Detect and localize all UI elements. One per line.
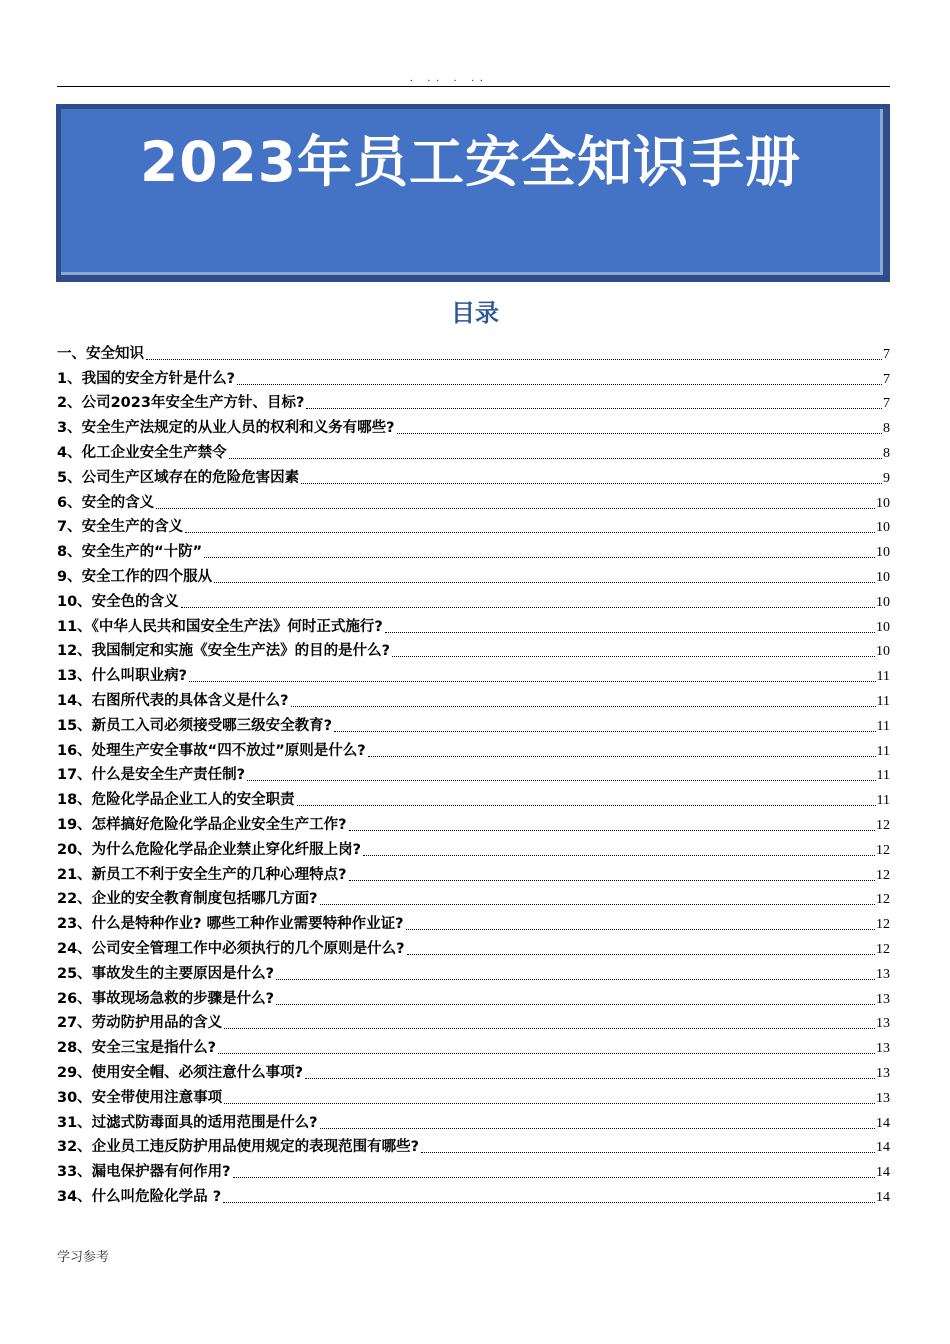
toc-entry-label[interactable]: 一、安全知识 [57, 345, 144, 362]
toc-entry-label[interactable]: 6、安全的含义 [57, 494, 155, 511]
toc-leader-dots [297, 805, 876, 806]
toc-leader-dots [218, 1053, 875, 1054]
toc-entry[interactable] [57, 1059, 890, 1084]
toc-entry-page: 14 [876, 1189, 890, 1205]
header-marks: . .. . .. [410, 72, 489, 84]
toc-entry-page: 11 [876, 669, 890, 685]
toc-entry-page: 12 [876, 817, 890, 833]
toc-leader-dots [407, 954, 875, 955]
toc-entry-page: 11 [876, 768, 890, 784]
toc-entry[interactable] [57, 737, 890, 762]
toc-entry[interactable] [57, 489, 890, 514]
toc-entry-page: 13 [876, 1041, 890, 1057]
toc-leader-dots [224, 1103, 875, 1104]
toc-entry-label[interactable]: 17、什么是安全生产责任制? [57, 767, 246, 784]
toc-entry-page: 10 [876, 644, 890, 660]
toc-entry-page: 12 [876, 917, 890, 933]
toc-entry[interactable] [57, 538, 890, 563]
toc-entry-label[interactable]: 23、什么是特种作业? 哪些工种作业需要特种作业证? [57, 916, 404, 933]
toc-leader-dots [247, 780, 875, 781]
toc-leader-dots [204, 557, 875, 558]
toc-entry[interactable] [57, 960, 890, 985]
toc-entry[interactable] [57, 1134, 890, 1159]
toc-entry[interactable] [57, 638, 890, 663]
toc-leader-dots [320, 1128, 875, 1129]
document-title: 2023年员工安全知识手册 [139, 130, 802, 194]
toc-entry[interactable] [57, 365, 890, 390]
toc-leader-dots [406, 929, 875, 930]
toc-leader-dots [146, 359, 882, 360]
toc-entry-label[interactable]: 13、什么叫职业病? [57, 668, 188, 685]
toc-entry-label[interactable]: 28、安全三宝是指什么? [57, 1040, 217, 1057]
toc-entry[interactable] [57, 861, 890, 886]
toc-entry[interactable] [57, 910, 890, 935]
toc-leader-dots [421, 1152, 875, 1153]
toc-entry-label[interactable]: 25、事故发生的主要原因是什么? [57, 965, 275, 982]
toc-entry[interactable] [57, 687, 890, 712]
toc-entry-page: 7 [883, 346, 890, 362]
toc-entry-page: 10 [876, 495, 890, 511]
toc-entry-label[interactable]: 26、事故现场急救的步骤是什么? [57, 990, 275, 1007]
toc-leader-dots [349, 830, 875, 831]
toc-entry-label[interactable]: 4、化工企业安全生产禁令 [57, 444, 227, 461]
toc-entry[interactable] [57, 811, 890, 836]
toc-leader-dots [156, 508, 875, 509]
toc-entry[interactable] [57, 340, 890, 365]
toc-leader-dots [320, 904, 875, 905]
toc-heading: 目录 [451, 299, 499, 327]
toc-entry-page: 11 [876, 693, 890, 709]
toc-entry-page: 10 [876, 619, 890, 635]
toc-entry[interactable] [57, 712, 890, 737]
toc-entry-page: 11 [876, 743, 890, 759]
toc-entry[interactable] [57, 1084, 890, 1109]
toc-entry-page: 7 [883, 396, 890, 412]
toc-leader-dots [363, 855, 875, 856]
toc-leader-dots [291, 706, 876, 707]
toc-leader-dots [397, 433, 883, 434]
toc-entry-label[interactable]: 31、过滤式防毒面具的适用范围是什么? [57, 1114, 318, 1131]
toc-entry-page: 14 [876, 1140, 890, 1156]
toc-entry-page: 10 [876, 545, 890, 561]
toc-entry-page: 7 [883, 371, 890, 387]
toc-entry-label[interactable]: 1、我国的安全方针是什么? [57, 370, 235, 387]
toc-entry-label[interactable]: 10、安全色的含义 [57, 593, 179, 610]
toc-entry-label[interactable]: 11、《中华人民共和国安全生产法》何时正式施行? [57, 618, 383, 635]
toc-entry-page: 11 [876, 718, 890, 734]
toc-entry-page: 13 [876, 1090, 890, 1106]
toc-entry-label[interactable]: 18、危险化学品企业工人的安全职责 [57, 792, 295, 809]
toc-entry-page: 13 [876, 966, 890, 982]
toc-entry[interactable] [57, 464, 890, 489]
toc-leader-dots [276, 1004, 875, 1005]
toc-entry-label[interactable]: 27、劳动防护用品的含义 [57, 1015, 223, 1032]
toc-leader-dots [301, 483, 882, 484]
toc-entry-label[interactable]: 19、怎样搞好危险化学品企业安全生产工作? [57, 816, 347, 833]
toc-entry[interactable] [57, 514, 890, 539]
table-of-contents [57, 340, 890, 1208]
toc-entry-page: 11 [876, 793, 890, 809]
toc-entry[interactable] [57, 613, 890, 638]
toc-entry-label[interactable]: 22、企业的安全教育制度包括哪几方面? [57, 891, 318, 908]
toc-leader-dots [306, 408, 882, 409]
toc-entry-label[interactable]: 34、什么叫危险化学品 ? [57, 1188, 222, 1205]
toc-entry-label[interactable]: 32、企业员工违反防护用品使用规定的表现范围有哪些? [57, 1139, 420, 1156]
title-banner [56, 104, 890, 282]
toc-entry-page: 10 [876, 569, 890, 585]
toc-entry-label[interactable]: 29、使用安全帽、必须注意什么事项? [57, 1064, 304, 1081]
page-footer: 学习参考 [57, 1250, 110, 1265]
toc-entry-label[interactable]: 14、右图所代表的具体含义是什么? [57, 692, 289, 709]
toc-leader-dots [223, 1202, 875, 1203]
toc-entry[interactable] [57, 439, 890, 464]
toc-entry-label[interactable]: 3、安全生产法规定的从业人员的权利和义务有哪些? [57, 420, 395, 437]
toc-entry[interactable] [57, 1158, 890, 1183]
toc-leader-dots [385, 632, 875, 633]
title-banner-inner [61, 109, 883, 275]
toc-entry-label[interactable]: 2、公司2023年安全生产方针、目标? [57, 395, 305, 412]
toc-entry[interactable] [57, 836, 890, 861]
toc-entry-label[interactable]: 20、为什么危险化学品企业禁止穿化纤服上岗? [57, 841, 362, 858]
toc-entry-page: 10 [876, 520, 890, 536]
toc-leader-dots [392, 656, 875, 657]
toc-entry[interactable] [57, 588, 890, 613]
toc-entry-page: 13 [876, 991, 890, 1007]
toc-entry-label[interactable]: 15、新员工入司必须接受哪三级安全教育? [57, 717, 333, 734]
toc-leader-dots [368, 756, 876, 757]
toc-entry-page: 13 [876, 1016, 890, 1032]
toc-leader-dots [305, 1078, 875, 1079]
toc-entry-page: 8 [883, 445, 890, 461]
toc-entry-page: 10 [876, 594, 890, 610]
toc-entry-page: 14 [876, 1115, 890, 1131]
toc-entry[interactable] [57, 1183, 890, 1208]
toc-entry[interactable] [57, 1109, 890, 1134]
toc-entry-page: 14 [876, 1165, 890, 1181]
toc-entry-page: 12 [876, 941, 890, 957]
toc-entry-label[interactable]: 16、处理生产安全事故“四不放过”原则是什么? [57, 742, 366, 759]
toc-entry-page: 9 [883, 470, 890, 486]
toc-leader-dots [185, 532, 875, 533]
toc-entry-label[interactable]: 24、公司安全管理工作中必须执行的几个原则是什么? [57, 940, 405, 957]
toc-entry-label[interactable]: 8、安全生产的“十防” [57, 544, 203, 561]
toc-leader-dots [334, 731, 875, 732]
toc-leader-dots [214, 582, 875, 583]
toc-leader-dots [181, 607, 875, 608]
header-rule [57, 86, 890, 87]
toc-entry[interactable] [57, 762, 890, 787]
toc-entry[interactable] [57, 662, 890, 687]
toc-entry-page: 12 [876, 892, 890, 908]
toc-entry[interactable] [57, 414, 890, 439]
toc-entry[interactable] [57, 563, 890, 588]
toc-entry-page: 12 [876, 842, 890, 858]
toc-entry[interactable] [57, 985, 890, 1010]
toc-entry-label[interactable]: 30、安全带使用注意事项 [57, 1089, 223, 1106]
toc-entry[interactable] [57, 1010, 890, 1035]
toc-entry-label[interactable]: 5、公司生产区域存在的危险危害因素 [57, 469, 300, 486]
toc-leader-dots [189, 681, 875, 682]
toc-entry-page: 12 [876, 867, 890, 883]
toc-entry-label[interactable]: 33、漏电保护器有何作用? [57, 1164, 231, 1181]
toc-leader-dots [233, 1177, 875, 1178]
toc-entry[interactable] [57, 390, 890, 415]
toc-leader-dots [229, 458, 882, 459]
toc-leader-dots [349, 880, 875, 881]
toc-entry[interactable] [57, 1034, 890, 1059]
toc-leader-dots [224, 1028, 875, 1029]
toc-entry-label[interactable]: 7、安全生产的含义 [57, 519, 184, 536]
toc-leader-dots [276, 979, 875, 980]
toc-entry-page: 8 [883, 421, 890, 437]
toc-entry-page: 13 [876, 1065, 890, 1081]
toc-entry[interactable] [57, 935, 890, 960]
toc-entry-label[interactable]: 9、安全工作的四个服从 [57, 568, 213, 585]
toc-entry-label[interactable]: 21、新员工不利于安全生产的几种心理特点? [57, 866, 347, 883]
toc-entry[interactable] [57, 886, 890, 911]
toc-leader-dots [237, 384, 882, 385]
toc-entry[interactable] [57, 786, 890, 811]
toc-entry-label[interactable]: 12、我国制定和实施《安全生产法》的目的是什么? [57, 643, 391, 660]
